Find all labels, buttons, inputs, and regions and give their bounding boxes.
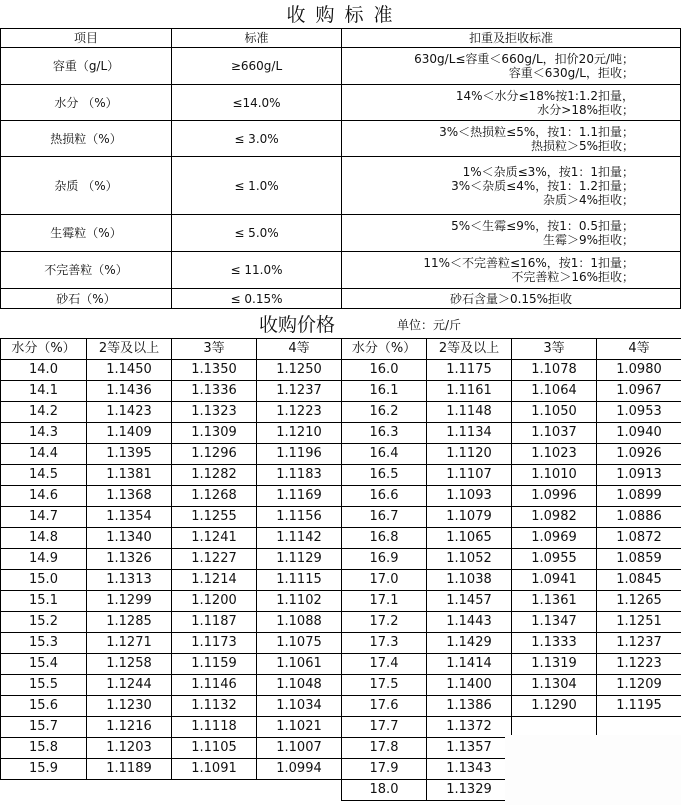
moisture-cell: 15.9 xyxy=(1,759,87,780)
price-row xyxy=(342,549,681,570)
price-cell: 1.1079 xyxy=(427,507,512,528)
moisture-cell: 17.8 xyxy=(342,738,427,759)
price-cell: 1.1010 xyxy=(512,465,597,486)
price-row xyxy=(1,486,342,507)
moisture-cell: 17.7 xyxy=(342,717,427,738)
price-cell: 1.1088 xyxy=(257,612,342,633)
rule-line: 3%＜热损粒≤5%，按1：1.1扣量； xyxy=(439,124,634,139)
moisture-cell: 18.0 xyxy=(342,780,427,801)
price-cell: 1.1142 xyxy=(257,528,342,549)
price-cell: 1.1409 xyxy=(87,423,172,444)
price-title: 收购价格 xyxy=(259,314,336,336)
standard-value-cell: ≤14.0% xyxy=(172,85,342,121)
price-cell: 1.1007 xyxy=(257,738,342,759)
price-cell: 1.1223 xyxy=(257,402,342,423)
moisture-cell: 16.3 xyxy=(342,423,427,444)
price-cell: 1.1361 xyxy=(512,591,597,612)
price-table-left xyxy=(0,338,342,780)
standard-item-cell: 不完善粒（%） xyxy=(1,252,172,289)
price-cell: 1.1357 xyxy=(427,738,512,759)
rule-line: 水分>18%拒收； xyxy=(537,102,634,117)
price-cell: 1.1203 xyxy=(87,738,172,759)
standard-value-cell: ≤ 0.15% xyxy=(172,289,342,309)
price-unit: 单位：元/斤 xyxy=(397,318,462,332)
price-cell: 1.1400 xyxy=(427,675,512,696)
price-row xyxy=(1,591,342,612)
standard-header-cell: 扣重及拒收标准 xyxy=(342,29,681,48)
moisture-cell: 14.3 xyxy=(1,423,87,444)
price-cell: 1.1037 xyxy=(512,423,597,444)
price-cell: 1.1023 xyxy=(512,444,597,465)
standard-value-cell: ≤ 5.0% xyxy=(172,215,342,252)
price-cell: 1.1319 xyxy=(512,654,597,675)
standard-row xyxy=(1,215,681,252)
moisture-cell: 16.5 xyxy=(342,465,427,486)
price-cell: 1.1107 xyxy=(427,465,512,486)
price-cell: 1.1241 xyxy=(172,528,257,549)
price-cell: 1.1429 xyxy=(427,633,512,654)
price-cell: 1.1134 xyxy=(427,423,512,444)
price-cell: 1.1183 xyxy=(257,465,342,486)
price-row xyxy=(342,696,681,717)
price-row xyxy=(342,465,681,486)
rule-line: 5%＜生霉≤9%，按1：0.5扣量； xyxy=(451,219,634,233)
moisture-cell: 14.5 xyxy=(1,465,87,486)
price-cell: 1.1105 xyxy=(172,738,257,759)
price-cell: 1.1078 xyxy=(512,360,597,381)
price-row xyxy=(1,360,342,381)
price-row xyxy=(342,591,681,612)
rule-line: 630g/L≤容重＜660g/L，扣价20元/吨； xyxy=(414,52,634,66)
price-row xyxy=(342,486,681,507)
price-cell: 1.1129 xyxy=(257,549,342,570)
price-row xyxy=(1,696,342,717)
price-heading xyxy=(0,312,681,338)
price-cell: 1.1034 xyxy=(257,696,342,717)
moisture-cell: 15.7 xyxy=(1,717,87,738)
price-cell: 1.0982 xyxy=(512,507,597,528)
standard-value-cell: ≤ 3.0% xyxy=(172,121,342,157)
price-row xyxy=(342,402,681,423)
price-row xyxy=(1,444,342,465)
price-cell: 1.1061 xyxy=(257,654,342,675)
price-cell: 1.0859 xyxy=(597,549,681,570)
price-cell: 1.1148 xyxy=(427,402,512,423)
price-cell: 1.0969 xyxy=(512,528,597,549)
price-cell: 1.1336 xyxy=(172,381,257,402)
price-cell: 1.1381 xyxy=(87,465,172,486)
price-cell: 1.1258 xyxy=(87,654,172,675)
moisture-cell: 15.3 xyxy=(1,633,87,654)
price-cell: 1.1216 xyxy=(87,717,172,738)
rule-line: 3%＜杂质≤4%，按1：1.2扣量； xyxy=(451,178,634,193)
price-cell: 1.1372 xyxy=(427,717,512,738)
standard-header-cell: 标准 xyxy=(172,29,342,48)
moisture-cell: 17.1 xyxy=(342,591,427,612)
price-cell: 1.1354 xyxy=(87,507,172,528)
price-cell: 1.1223 xyxy=(597,654,681,675)
price-row xyxy=(342,654,681,675)
standard-row xyxy=(1,289,681,309)
price-cell: 1.1326 xyxy=(87,549,172,570)
standard-rule-cell xyxy=(342,121,681,157)
standard-row xyxy=(1,157,681,215)
price-cell: 1.1021 xyxy=(257,717,342,738)
price-row xyxy=(1,423,342,444)
price-cell: 1.1368 xyxy=(87,486,172,507)
price-cell: 1.1159 xyxy=(172,654,257,675)
price-cell: 1.1443 xyxy=(427,612,512,633)
price-row xyxy=(1,717,342,738)
price-row xyxy=(342,633,681,654)
moisture-cell: 15.5 xyxy=(1,675,87,696)
price-cell: 1.1323 xyxy=(172,402,257,423)
price-row xyxy=(342,381,681,402)
price-cell: 1.1271 xyxy=(87,633,172,654)
moisture-cell: 17.5 xyxy=(342,675,427,696)
price-cell: 1.1268 xyxy=(172,486,257,507)
price-cell: 1.0899 xyxy=(597,486,681,507)
price-row xyxy=(1,612,342,633)
price-row xyxy=(1,528,342,549)
price-cell: 1.0941 xyxy=(512,570,597,591)
price-cell: 1.1450 xyxy=(87,360,172,381)
price-cell: 1.1052 xyxy=(427,549,512,570)
price-cell: 1.1304 xyxy=(512,675,597,696)
price-cell: 1.1173 xyxy=(172,633,257,654)
price-cell: 1.1296 xyxy=(172,444,257,465)
price-cell: 1.1132 xyxy=(172,696,257,717)
price-cell: 1.1175 xyxy=(427,360,512,381)
price-cell: 1.1210 xyxy=(257,423,342,444)
price-cell: 1.1120 xyxy=(427,444,512,465)
price-cell: 1.1244 xyxy=(87,675,172,696)
price-cell: 1.1457 xyxy=(427,591,512,612)
standard-rule-cell xyxy=(342,289,681,309)
price-cell: 1.1169 xyxy=(257,486,342,507)
price-row xyxy=(1,402,342,423)
price-cell: 1.1309 xyxy=(172,423,257,444)
price-cell: 1.0886 xyxy=(597,507,681,528)
rule-line: 热损粒＞5%拒收； xyxy=(530,138,634,153)
standard-rule-cell xyxy=(342,157,681,215)
moisture-cell: 17.0 xyxy=(342,570,427,591)
rule-line: 不完善粒＞16%拒收； xyxy=(511,270,634,284)
price-cell: 1.1290 xyxy=(512,696,597,717)
redacted-area xyxy=(505,735,681,805)
price-cell: 1.1299 xyxy=(87,591,172,612)
price-cell: 1.1313 xyxy=(87,570,172,591)
price-cell: 1.0926 xyxy=(597,444,681,465)
price-cell: 1.1423 xyxy=(87,402,172,423)
price-cell: 1.1436 xyxy=(87,381,172,402)
price-cell: 1.1195 xyxy=(597,696,681,717)
price-row xyxy=(1,738,342,759)
standard-row xyxy=(1,121,681,157)
price-row xyxy=(1,507,342,528)
standard-header-cell: 项目 xyxy=(1,29,172,48)
moisture-cell: 14.9 xyxy=(1,549,87,570)
price-header-cell: 2等及以上 xyxy=(87,339,172,360)
price-cell: 1.1282 xyxy=(172,465,257,486)
price-cell: 1.1200 xyxy=(172,591,257,612)
moisture-cell: 17.2 xyxy=(342,612,427,633)
moisture-cell: 16.6 xyxy=(342,486,427,507)
price-cell: 1.1189 xyxy=(87,759,172,780)
rule-line: 容重＜630g/L，拒收； xyxy=(508,66,634,80)
moisture-cell: 14.1 xyxy=(1,381,87,402)
standard-rule-cell xyxy=(342,85,681,121)
price-cell: 1.1075 xyxy=(257,633,342,654)
price-cell: 1.1414 xyxy=(427,654,512,675)
price-cell: 1.1230 xyxy=(87,696,172,717)
moisture-cell: 15.1 xyxy=(1,591,87,612)
moisture-cell: 17.9 xyxy=(342,759,427,780)
moisture-cell: 14.4 xyxy=(1,444,87,465)
standard-row xyxy=(1,48,681,85)
page-title: 收 购 标 准 xyxy=(286,4,395,26)
standard-item-cell: 水分 （%） xyxy=(1,85,172,121)
standard-item-cell: 生霉粒（%） xyxy=(1,215,172,252)
moisture-cell: 17.3 xyxy=(342,633,427,654)
rule-line: 1%＜杂质≤3%，按1：1扣量； xyxy=(462,164,634,179)
price-table-right xyxy=(341,338,681,801)
price-row xyxy=(342,570,681,591)
standard-item-cell: 容重（g/L） xyxy=(1,48,172,85)
price-header-cell: 3等 xyxy=(172,339,257,360)
moisture-cell: 16.0 xyxy=(342,360,427,381)
moisture-cell: 15.2 xyxy=(1,612,87,633)
moisture-cell: 17.4 xyxy=(342,654,427,675)
price-cell: 1.1340 xyxy=(87,528,172,549)
price-header-cell: 2等及以上 xyxy=(427,339,512,360)
moisture-cell: 17.6 xyxy=(342,696,427,717)
price-cell: 1.1209 xyxy=(597,675,681,696)
moisture-cell: 15.0 xyxy=(1,570,87,591)
price-cell: 1.1227 xyxy=(172,549,257,570)
moisture-cell: 16.1 xyxy=(342,381,427,402)
moisture-cell: 15.6 xyxy=(1,696,87,717)
price-header-cell: 4等 xyxy=(597,339,681,360)
rule-line: 杂质＞4%拒收； xyxy=(542,192,634,207)
price-cell: 1.0953 xyxy=(597,402,681,423)
price-cell: 1.1146 xyxy=(172,675,257,696)
price-header-cell: 水分（%） xyxy=(342,339,427,360)
price-header-cell: 3等 xyxy=(512,339,597,360)
moisture-cell: 15.8 xyxy=(1,738,87,759)
rule-line: 砂石含量＞0.15%拒收 xyxy=(449,291,573,306)
price-row xyxy=(1,759,342,780)
price-cell: 1.1255 xyxy=(172,507,257,528)
price-cell: 1.0955 xyxy=(512,549,597,570)
moisture-cell: 14.8 xyxy=(1,528,87,549)
moisture-cell: 14.7 xyxy=(1,507,87,528)
price-cell: 1.1161 xyxy=(427,381,512,402)
standard-row xyxy=(1,85,681,121)
price-header-row xyxy=(1,339,342,360)
price-cell: 1.1250 xyxy=(257,360,342,381)
price-cell: 1.1050 xyxy=(512,402,597,423)
price-cell: 1.1065 xyxy=(427,528,512,549)
standard-item-cell: 砂石（%） xyxy=(1,289,172,309)
moisture-cell: 16.2 xyxy=(342,402,427,423)
price-cell: 1.0967 xyxy=(597,381,681,402)
price-cell: 1.1329 xyxy=(427,780,512,801)
price-cell: 1.1347 xyxy=(512,612,597,633)
price-cell: 1.0913 xyxy=(597,465,681,486)
price-cell: 1.0994 xyxy=(257,759,342,780)
moisture-cell: 16.4 xyxy=(342,444,427,465)
price-row xyxy=(342,423,681,444)
price-cell: 1.1064 xyxy=(512,381,597,402)
price-cell: 1.0940 xyxy=(597,423,681,444)
moisture-cell: 15.4 xyxy=(1,654,87,675)
standard-item-cell: 热损粒（%） xyxy=(1,121,172,157)
price-cell: 1.1214 xyxy=(172,570,257,591)
price-row xyxy=(342,528,681,549)
price-cell: 1.1237 xyxy=(257,381,342,402)
price-cell: 1.1333 xyxy=(512,633,597,654)
price-row xyxy=(1,381,342,402)
price-cell: 1.1285 xyxy=(87,612,172,633)
price-row xyxy=(1,654,342,675)
price-cell: 1.1048 xyxy=(257,675,342,696)
price-row xyxy=(1,675,342,696)
price-cell: 1.1102 xyxy=(257,591,342,612)
moisture-cell: 14.2 xyxy=(1,402,87,423)
price-row xyxy=(342,675,681,696)
price-header-cell: 4等 xyxy=(257,339,342,360)
price-cell: 1.1156 xyxy=(257,507,342,528)
price-row xyxy=(1,570,342,591)
standard-rule-cell xyxy=(342,48,681,85)
price-cell: 1.1196 xyxy=(257,444,342,465)
price-cell: 1.1038 xyxy=(427,570,512,591)
price-cell: 1.0872 xyxy=(597,528,681,549)
price-header-cell: 水分（%） xyxy=(1,339,87,360)
price-cell: 1.0845 xyxy=(597,570,681,591)
price-cell: 1.1187 xyxy=(172,612,257,633)
moisture-cell: 14.0 xyxy=(1,360,87,381)
rule-line: 14%＜水分≤18%按1:1.2扣量， xyxy=(455,88,634,103)
price-cell: 1.1091 xyxy=(172,759,257,780)
moisture-cell: 14.6 xyxy=(1,486,87,507)
price-cell: 1.1395 xyxy=(87,444,172,465)
standard-value-cell: ≤ 11.0% xyxy=(172,252,342,289)
moisture-cell: 16.8 xyxy=(342,528,427,549)
price-cell: 1.1093 xyxy=(427,486,512,507)
price-row xyxy=(342,612,681,633)
standard-rule-cell xyxy=(342,215,681,252)
price-header-row xyxy=(342,339,681,360)
price-cell: 1.0980 xyxy=(597,360,681,381)
price-cell: 1.1118 xyxy=(172,717,257,738)
standard-item-cell: 杂质 （%） xyxy=(1,157,172,215)
price-cell: 1.1350 xyxy=(172,360,257,381)
price-row xyxy=(342,444,681,465)
standard-header-row xyxy=(1,29,681,48)
price-cell: 1.1237 xyxy=(597,633,681,654)
standard-rule-cell xyxy=(342,252,681,289)
standard-row xyxy=(1,252,681,289)
price-cell: 1.1343 xyxy=(427,759,512,780)
price-row xyxy=(1,633,342,654)
price-row xyxy=(1,549,342,570)
moisture-cell: 16.7 xyxy=(342,507,427,528)
price-row xyxy=(342,360,681,381)
price-cell: 1.1265 xyxy=(597,591,681,612)
moisture-cell: 16.9 xyxy=(342,549,427,570)
standard-value-cell: ≤ 1.0% xyxy=(172,157,342,215)
price-row xyxy=(342,507,681,528)
rule-line: 生霉＞9%拒收； xyxy=(542,233,634,247)
price-cell: 1.1115 xyxy=(257,570,342,591)
price-cell: 1.1251 xyxy=(597,612,681,633)
standard-value-cell: ≥660g/L xyxy=(172,48,342,85)
purchase-standard-table xyxy=(0,28,681,309)
price-cell: 1.1386 xyxy=(427,696,512,717)
price-cell: 1.0996 xyxy=(512,486,597,507)
price-row xyxy=(1,465,342,486)
rule-line: 11%＜不完善粒≤16%，按1：1扣量； xyxy=(423,256,634,270)
